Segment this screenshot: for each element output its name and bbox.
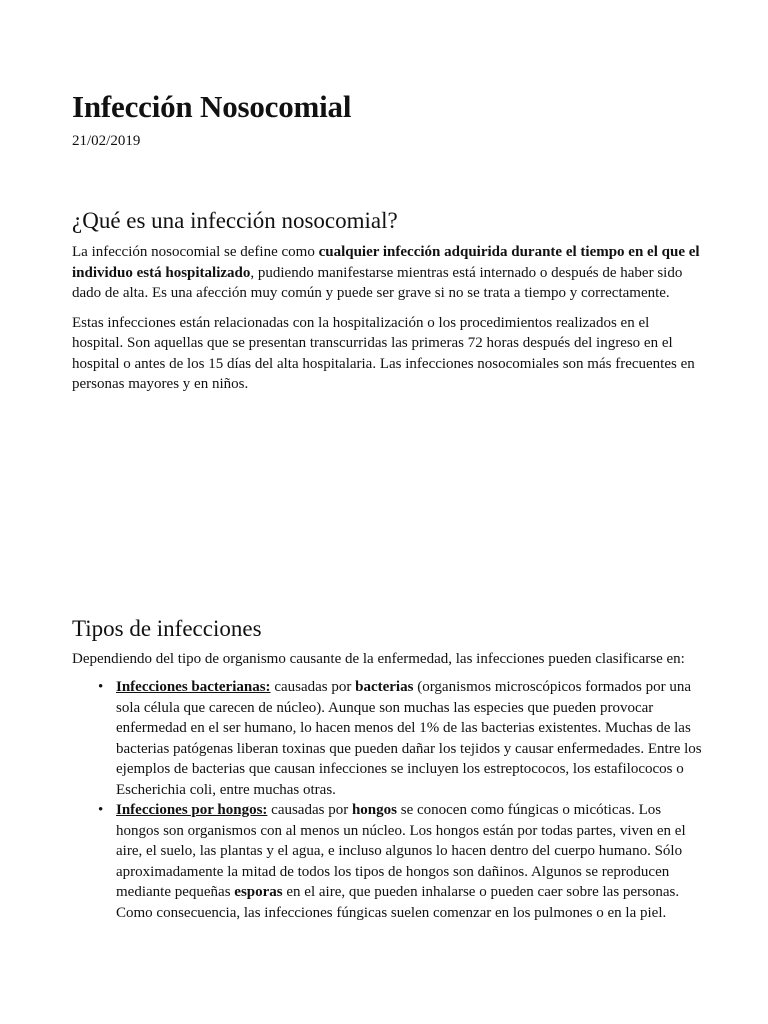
document-title: Infección Nosocomial [72, 89, 352, 124]
list-item-fungal [98, 800, 702, 923]
definition-paragraph [72, 242, 702, 304]
definition-text-start: La infección nosocomial se define como [72, 244, 319, 260]
types-intro-paragraph: Dependiendo del tipo de organismo causante de la enfermedad, las infecciones pueden clasificarse en: [72, 650, 685, 667]
definition-text-end: , pudiendo manifestarse mientras está internado o después de haber sido dado de alta. Es una afección muy común y puede ser grave si no se trata a tiempo y correctamente. [72, 264, 683, 301]
section-heading-definition: ¿Qué es una infección nosocomial? [72, 208, 398, 233]
section-heading-types: Tipos de infecciones [72, 615, 262, 641]
hospitalization-paragraph: Estas infecciones están relacionadas con la hospitalización o los procedimientos realizados en el hospital. Son aquellas que se presentan transcurridas las primeras 72 horas después del ingreso en el hospital o antes de los 15 días del alta hospitalaria. Las infecciones nosocomiales son más frecuentes en personas mayores y en niños. [72, 314, 695, 392]
document-date: 21/02/2019 [72, 133, 141, 149]
bullet-icon: • [98, 802, 104, 818]
bacterial-text-1: causadas por [270, 679, 356, 695]
fungal-emphasis: hongos [351, 802, 397, 818]
infection-types-list [72, 677, 702, 923]
definition-emphasis: cualquier infección adquirida durante el tiempo en el que el individuo está hospitalizado [72, 244, 700, 281]
bullet-icon: • [98, 679, 104, 695]
list-item-bacterial [98, 677, 702, 800]
fungal-text-3: en el aire, que pueden inhalarse o pueden caer sobre las personas. Como consecuencia, las infecciones fúngicas suelen comenzar en los pulmones o en la piel. [116, 884, 680, 921]
bacterial-label: Infecciones bacterianas: [116, 679, 271, 695]
bacterial-emphasis: bacterias [355, 679, 414, 695]
bacterial-text-2: (organismos microscópicos formados por una sola célula que carecen de núcleo). Aunque son muchas las especies que pueden provocar enfermedad en el ser humano, lo hacen menos del 1% de las bacterias existentes. Muchas de las bacterias patógenas liberan toxinas que pueden dañar los tejidos y causar enfermedades. Entre los ejemplos de bacterias que causan infecciones se incluyen los estreptococos, los estafilococos o Escherichia coli, entre muchas otras. [116, 679, 702, 798]
fungal-label: Infecciones por hongos: [116, 802, 268, 818]
fungal-text-2: se conocen como fúngicas o micóticas. Los hongos son organismos con al menos un núcleo. Los hongos están por todas partes, viven en el aire, el suelo, las plantas y el agua, e incluso algunos lo hacen dentro del cuerpo humano. Sólo aproximadamente la mitad de todos los tipos de hongos son dañinos. Algunos se reproducen mediante pequeñas [116, 802, 686, 900]
document-content [72, 86, 702, 923]
fungal-text-1: causadas por [267, 802, 352, 818]
fungal-spores-emphasis: esporas [234, 884, 283, 900]
